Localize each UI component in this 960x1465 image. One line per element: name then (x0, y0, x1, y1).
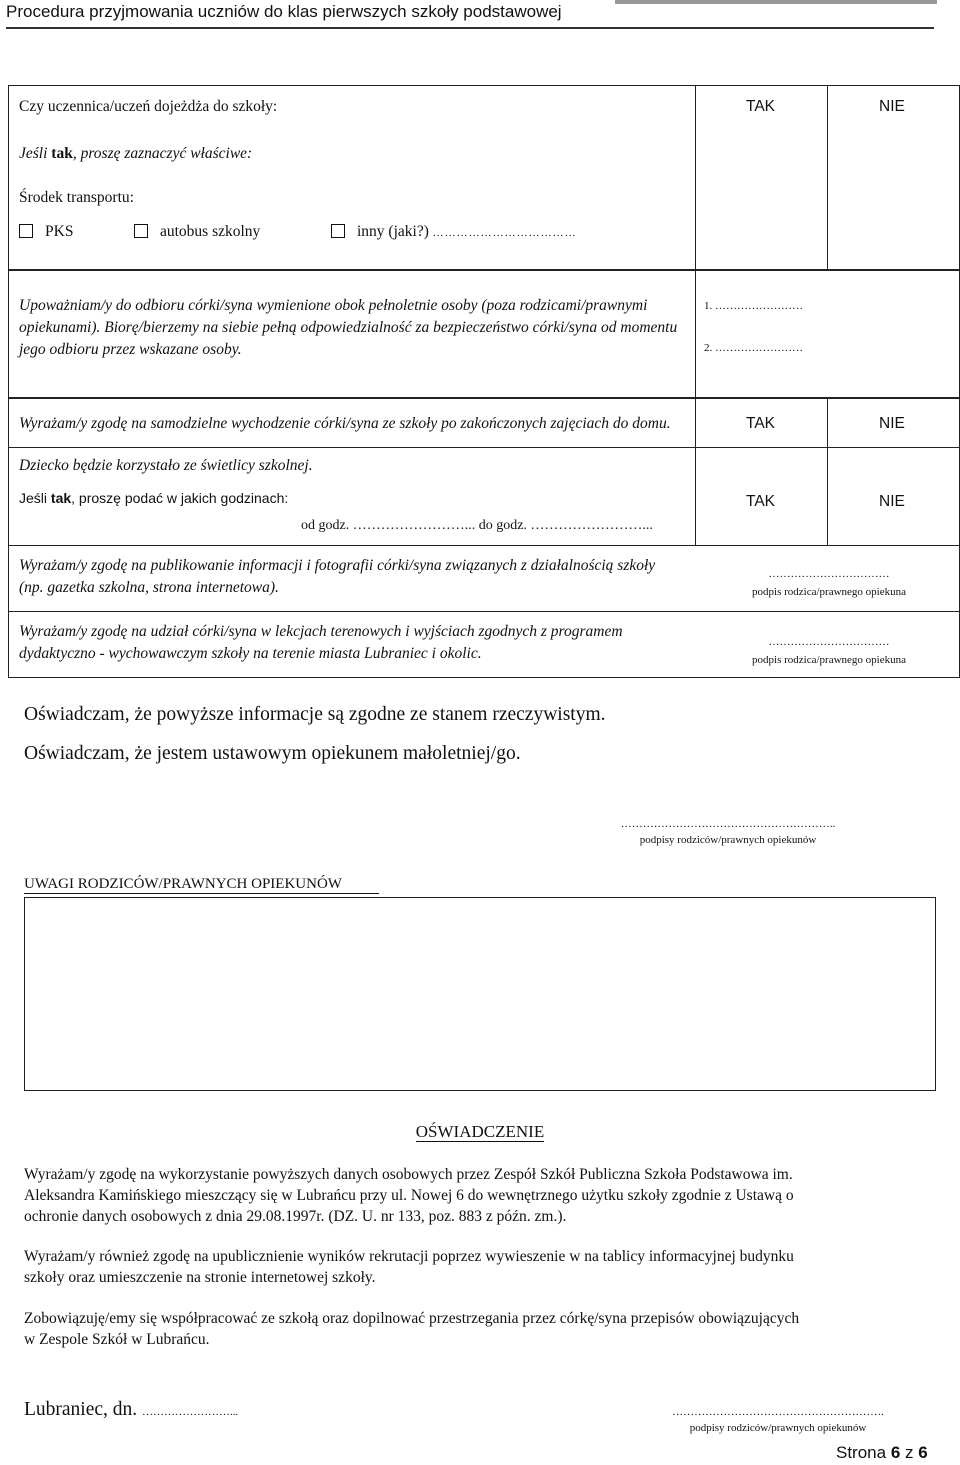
pickup-text-line2: opiekunami). Biorę/bierzemy na siebie pełną odpowiedzialność za bezpieczeństwo córki/syna od momentu (19, 319, 678, 336)
declaration-line2: Oświadczam, że jestem ustawowym opiekunem małoletniej/go. (24, 743, 521, 764)
pickup-person-1[interactable]: 1. …………………… (704, 300, 803, 312)
option-pks[interactable]: PKS (19, 221, 73, 243)
trips-line1: Wyrażam/y zgodę na udział córki/syna w lekcjach terenowych i wyjściach zgodnych z programem (19, 623, 623, 640)
column-divider (827, 399, 828, 545)
pickup-text-line1: Upoważniam/y do odbioru córki/syna wymienione obok pełnoletnie osoby (poza rodzicami/prawnymi (19, 297, 648, 314)
notes-title: UWAGI RODZICÓW/PRAWNYCH OPIEKUNÓW (24, 876, 342, 892)
transport-means-label: Środek transportu: (19, 189, 134, 206)
statement-paragraph-3: Zobowiązuję/emy się współpracować ze szkołą oraz dopilnować przestrzegania przez córkę/syna przepisów obowiązujących w Zespole Szkół w Lubrańcu. (24, 1310, 800, 1348)
place-date: Lubraniec, dn. ……………………... (24, 1399, 239, 1420)
transport-section (8, 85, 960, 270)
notes-box[interactable] (24, 897, 936, 1091)
self-exit-yes[interactable]: TAK (746, 415, 775, 432)
column-divider (695, 271, 696, 397)
publish-line1: Wyrażam/y zgodę na publikowanie informacji i fotografii córki/syna związanych z działalnością szkoły (19, 557, 656, 574)
transport-if-yes: Jeśli tak, proszę zaznaczyć właściwe: (19, 145, 253, 162)
date-field[interactable]: ……………………... (142, 1406, 239, 1418)
publish-signature-label: podpis rodzica/prawnego opiekuna (752, 586, 906, 598)
transport-yes[interactable]: TAK (746, 98, 775, 115)
header-accent-bar (615, 0, 937, 4)
self-exit-text: Wyrażam/y zgodę na samodzielne wychodzenie córki/syna ze szkoły po zakończonych zajęciach do domu. (19, 415, 671, 432)
row-divider (9, 545, 959, 546)
daycare-no[interactable]: NIE (879, 493, 905, 510)
notes-title-underline (24, 893, 379, 894)
declaration-line1: Oświadczam, że powyższe informacje są zgodne ze stanem rzeczywistym. (24, 704, 606, 725)
row-divider (9, 611, 959, 612)
daycare-hours-field[interactable]: od godz. ……………………... do godz. ……………………... (301, 518, 653, 533)
transport-question: Czy uczennica/uczeń dojeżdża do szkoły: (19, 98, 278, 115)
daycare-yes[interactable]: TAK (746, 493, 775, 510)
daycare-hours-label: Jeśli tak, proszę podać w jakich godzinach: (19, 490, 289, 506)
publish-line2: (np. gazetka szkolna, strona internetowa). (19, 579, 279, 596)
declaration-signature-label: podpisy rodziców/prawnych opiekunów (639, 834, 817, 846)
checkbox-icon[interactable] (331, 224, 345, 238)
trips-signature-label: podpis rodzica/prawnego opiekuna (752, 654, 906, 666)
column-divider (827, 86, 828, 269)
declaration-signature-line[interactable]: ………………………………………………….. (620, 818, 836, 830)
statement-paragraph-2: Wyrażam/y również zgodę na upublicznienie wyników rekrutacji poprzez wywieszenie w na tablicy informacyjnej budynku szkoły oraz umieszczenie na stronie internetowej szkoły. (24, 1248, 794, 1286)
page-header-title: Procedura przyjmowania uczniów do klas pierwszych szkoły podstawowej (6, 2, 562, 21)
trips-line2: dydaktyczno - wychowawczym szkoły na terenie miasta Lubraniec i okolic. (19, 645, 482, 662)
pickup-text-line3: jego odbioru przez wskazane osoby. (19, 341, 242, 358)
publish-signature-line[interactable]: …………………………… (768, 568, 890, 580)
option-other[interactable]: inny (jaki?) ……………………………… (331, 221, 577, 244)
pickup-person-2[interactable]: 2. …………………… (704, 342, 803, 354)
header-rule (6, 27, 934, 29)
footer-signature-line[interactable]: …………………………………………………. (672, 1406, 884, 1418)
pickup-section (8, 270, 960, 398)
checkbox-icon[interactable] (134, 224, 148, 238)
consents-section (8, 398, 960, 678)
footer-signature-label: podpisy rodziców/prawnych opiekunów (689, 1422, 867, 1434)
statement-paragraph-1: Wyrażam/y zgodę na wykorzystanie powyższych danych osobowych przez Zespół Szkół Publiczna Szkoła Podstawowa im. Aleksandra Kamińskiego mieszczący się w Lubrańcu przy ul. Nowej 6 do wewnętrznego użytku szkoły zgodnie z Ustawą o ochronie danych osobowych z dnia 29.08.1997r. (DZ. U. nr 133, poz. 883 z późn. zm.). (24, 1166, 794, 1225)
daycare-text: Dziecko będzie korzystało ze świetlicy szkolnej. (19, 457, 313, 474)
row-divider (9, 447, 959, 448)
column-divider (695, 399, 696, 545)
self-exit-no[interactable]: NIE (879, 415, 905, 432)
option-school-bus[interactable]: autobus szkolny (134, 221, 260, 243)
page-number: Strona 6 z 6 (836, 1443, 928, 1462)
checkbox-icon[interactable] (19, 224, 33, 238)
trips-signature-line[interactable]: …………………………… (768, 636, 890, 648)
column-divider (695, 86, 696, 269)
statement-title: OŚWIADCZENIE (415, 1122, 545, 1141)
transport-no[interactable]: NIE (879, 98, 905, 115)
